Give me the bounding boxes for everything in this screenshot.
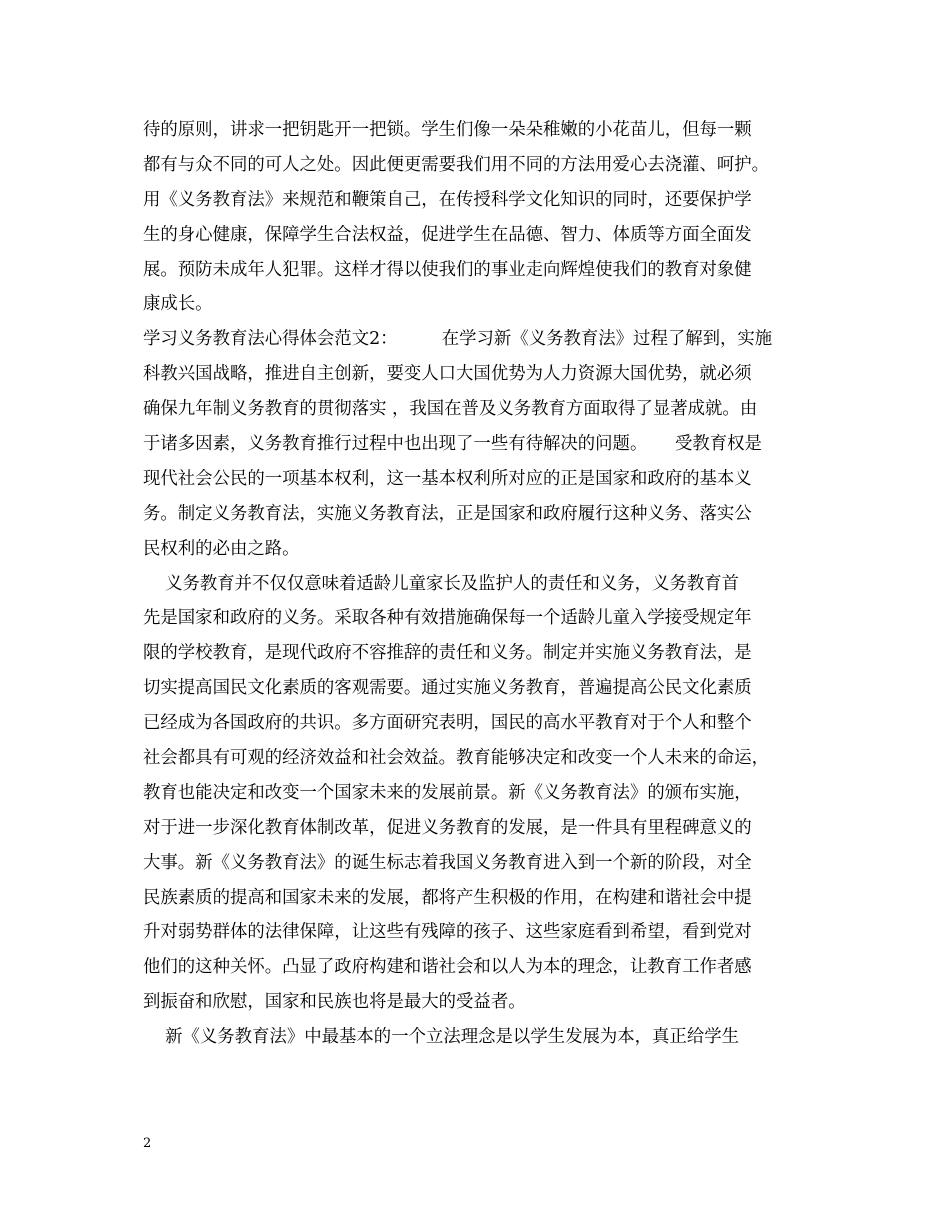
text-line: 义务教育并不仅仅意味着适龄儿童家长及监护人的责任和义务，义务教育首 — [143, 573, 740, 594]
text-line: 康成长。 — [143, 294, 213, 315]
text-line: 他们的这种关怀。凸显了政府构建和谐社会和以人为本的理念，让教育工作者感 — [143, 957, 752, 978]
section-heading-line: 学习义务教育法心得体会范文2： 在学习新《义务教育法》过程了解到，实施 — [143, 329, 773, 350]
text-line: 生的身心健康，保障学生合法权益，促进学生在品德、智力、体质等方面全面发 — [143, 224, 752, 245]
text-line: 升对弱势群体的法律保障，让这些有残障的孩子、这些家庭看到希望，看到党对 — [143, 922, 752, 943]
text-line: 展。预防未成年人犯罪。这样才得以使我们的事业走向辉煌使我们的教育对象健 — [143, 259, 752, 280]
body-text — [143, 113, 813, 1055]
text-line: 先是国家和政府的义务。采取各种有效措施确保每一个适龄儿童入学接受规定年 — [143, 608, 752, 629]
text-line: 已经成为各国政府的共识。多方面研究表明，国民的高水平教育对于个人和整个 — [143, 713, 752, 734]
text-line: 民族素质的提高和国家未来的发展，都将产生积极的作用，在构建和谐社会中提 — [143, 887, 752, 908]
text-line: 用《义务教育法》来规范和鞭策自己，在传授科学文化知识的同时，还要保护学 — [143, 189, 752, 210]
text-line: 新《义务教育法》中最基本的一个立法理念是以学生发展为本，真正给学生 — [143, 1027, 740, 1048]
text-line: 待的原则，讲求一把钥匙开一把锁。学生们像一朵朵稚嫩的小花苗儿，但每一颗 — [143, 120, 752, 140]
text-line: 都有与众不同的可人之处。因此便更需要我们用不同的方法用爱心去浇灌、呵护。 — [143, 154, 770, 175]
text-line: 确保九年制义务教育的贯彻落实 ，我国在普及义务教育方面取得了显著成就。由 — [143, 399, 758, 420]
text-line: 大事。新《义务教育法》的诞生标志着我国义务教育进入到一个新的阶段，对全 — [143, 852, 752, 873]
text-line: 于诸多因素，义务教育推行过程中也出现了一些有待解决的问题。 受教育权是 — [143, 434, 762, 455]
text-line: 限的学校教育，是现代政府不容推辞的责任和义务。制定并实施义务教育法，是 — [143, 643, 752, 664]
text-line: 对于进一步深化教育体制改革，促进义务教育的发展，是一件具有里程碑意义的 — [143, 817, 752, 838]
text-line: 到振奋和欣慰，国家和民族也将是最大的受益者。 — [143, 992, 526, 1013]
text-line: 教育也能决定和改变一个国家未来的发展前景。新《义务教育法》的颁布实施， — [143, 782, 752, 803]
text-line: 科教兴国战略，推进自主创新，要变人口大国优势为人力资源大国优势，就必须 — [143, 364, 752, 385]
page-number: 2 — [143, 1136, 152, 1151]
text-line: 民权利的必由之路。 — [143, 538, 300, 559]
text-line: 现代社会公民的一项基本权利，这一基本权利所对应的正是国家和政府的基本义 — [143, 468, 752, 489]
text-line: 社会都具有可观的经济效益和社会效益。教育能够决定和改变一个人未来的命运， — [143, 748, 770, 769]
text-line: 务。制定义务教育法，实施义务教育法，正是国家和政府履行这种义务、落实公 — [143, 503, 752, 524]
text-line: 切实提高国民文化素质的客观需要。通过实施义务教育，普遍提高公民文化素质 — [143, 678, 752, 699]
